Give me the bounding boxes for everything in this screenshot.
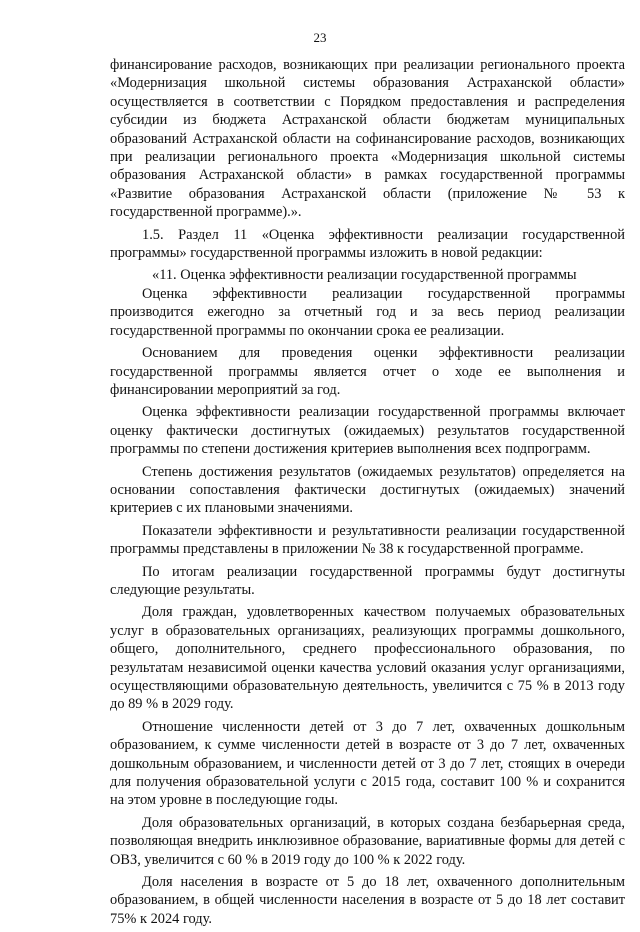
paragraph: Доля граждан, удовлетворенных качеством получаемых образовательных услуг в образовательных организациях, реализующих программы дошкольного, общего, дополнительного, среднего профессионального образования, по результатам независимой оценки качества условий оказания услуг организациями, осуществляющими образовательную деятельность, увеличится с 75 % в 2013 году до 89 % в 2029 году. (110, 604, 625, 713)
paragraph: 1.5. Раздел 11 «Оценка эффективности реализации государственной программы» государственной программы изложить в новой редакции: (110, 226, 625, 262)
paragraph: Основанием для проведения оценки эффективности реализации государственной программы является отчет о ходе ее выполнения и финансировании мероприятий за год. (110, 345, 625, 398)
section-heading: «11. Оценка эффективности реализации государственной программы (152, 267, 577, 284)
page-number: 23 (313, 30, 327, 45)
paragraph: Доля населения в возрасте от 5 до 18 лет, охваченного дополнительным образованием, в общей численности населения в возрасте от 5 до 18 лет составит 75% к 2024 году. (110, 874, 625, 927)
paragraph: Доля образовательных организаций, в которых создана безбарьерная среда, позволяющая внедрить инклюзивное образование, вариативные формы для детей с ОВЗ, увеличится с 60 % в 2019 году до 100 % к 2022 году. (110, 814, 625, 868)
paragraph: Оценка эффективности реализации государственной программы включает оценку фактически достигнутых (ожидаемых) результатов государственной программы по степени достижения критериев выполнения всех подпрограмм. (110, 404, 625, 458)
document-body (110, 56, 625, 932)
paragraph: Показатели эффективности и результативности реализации государственной программы представлены в приложении № 38 к государственной программе. (110, 522, 625, 558)
paragraph: финансирование расходов, возникающих при реализации регионального проекта «Модернизация школьной системы образования Астраханской области» осуществляется в соответствии с Порядком предоставления и распределения субсидии из бюджета Астраханской области бюджетам муниципальных образований Астраханской области на софинансирование расходов, возникающих при реализации регионального проекта «Модернизация школьной системы образования Астраханской области» в рамках государственной программы «Развитие образования Астраханской области (приложение № 53 к государственной программе).». (110, 57, 625, 221)
paragraph: По итогам реализации государственной программы будут достигнуты следующие результаты. (110, 563, 625, 598)
paragraph: Отношение численности детей от 3 до 7 лет, охваченных дошкольным образованием, к сумме численности детей в возрасте от 3 до 7 лет, охваченных дошкольным образованием, и численности детей от 3 до 7 лет, стоящих в очереди для получения образовательной услуги с 2015 года, составит 100 % и сохранится на этом уровне в последующие годы. (110, 718, 625, 809)
paragraph: Оценка эффективности реализации государственной программы производится ежегодно за отчетный год и за весь период реализации государственной программы по окончании срока ее реализации. (110, 285, 625, 339)
paragraph: Степень достижения результатов (ожидаемых результатов) определяется на основании сопоставления фактически достигнутых (ожидаемых) значений критериев с их плановыми значениями. (110, 463, 625, 517)
